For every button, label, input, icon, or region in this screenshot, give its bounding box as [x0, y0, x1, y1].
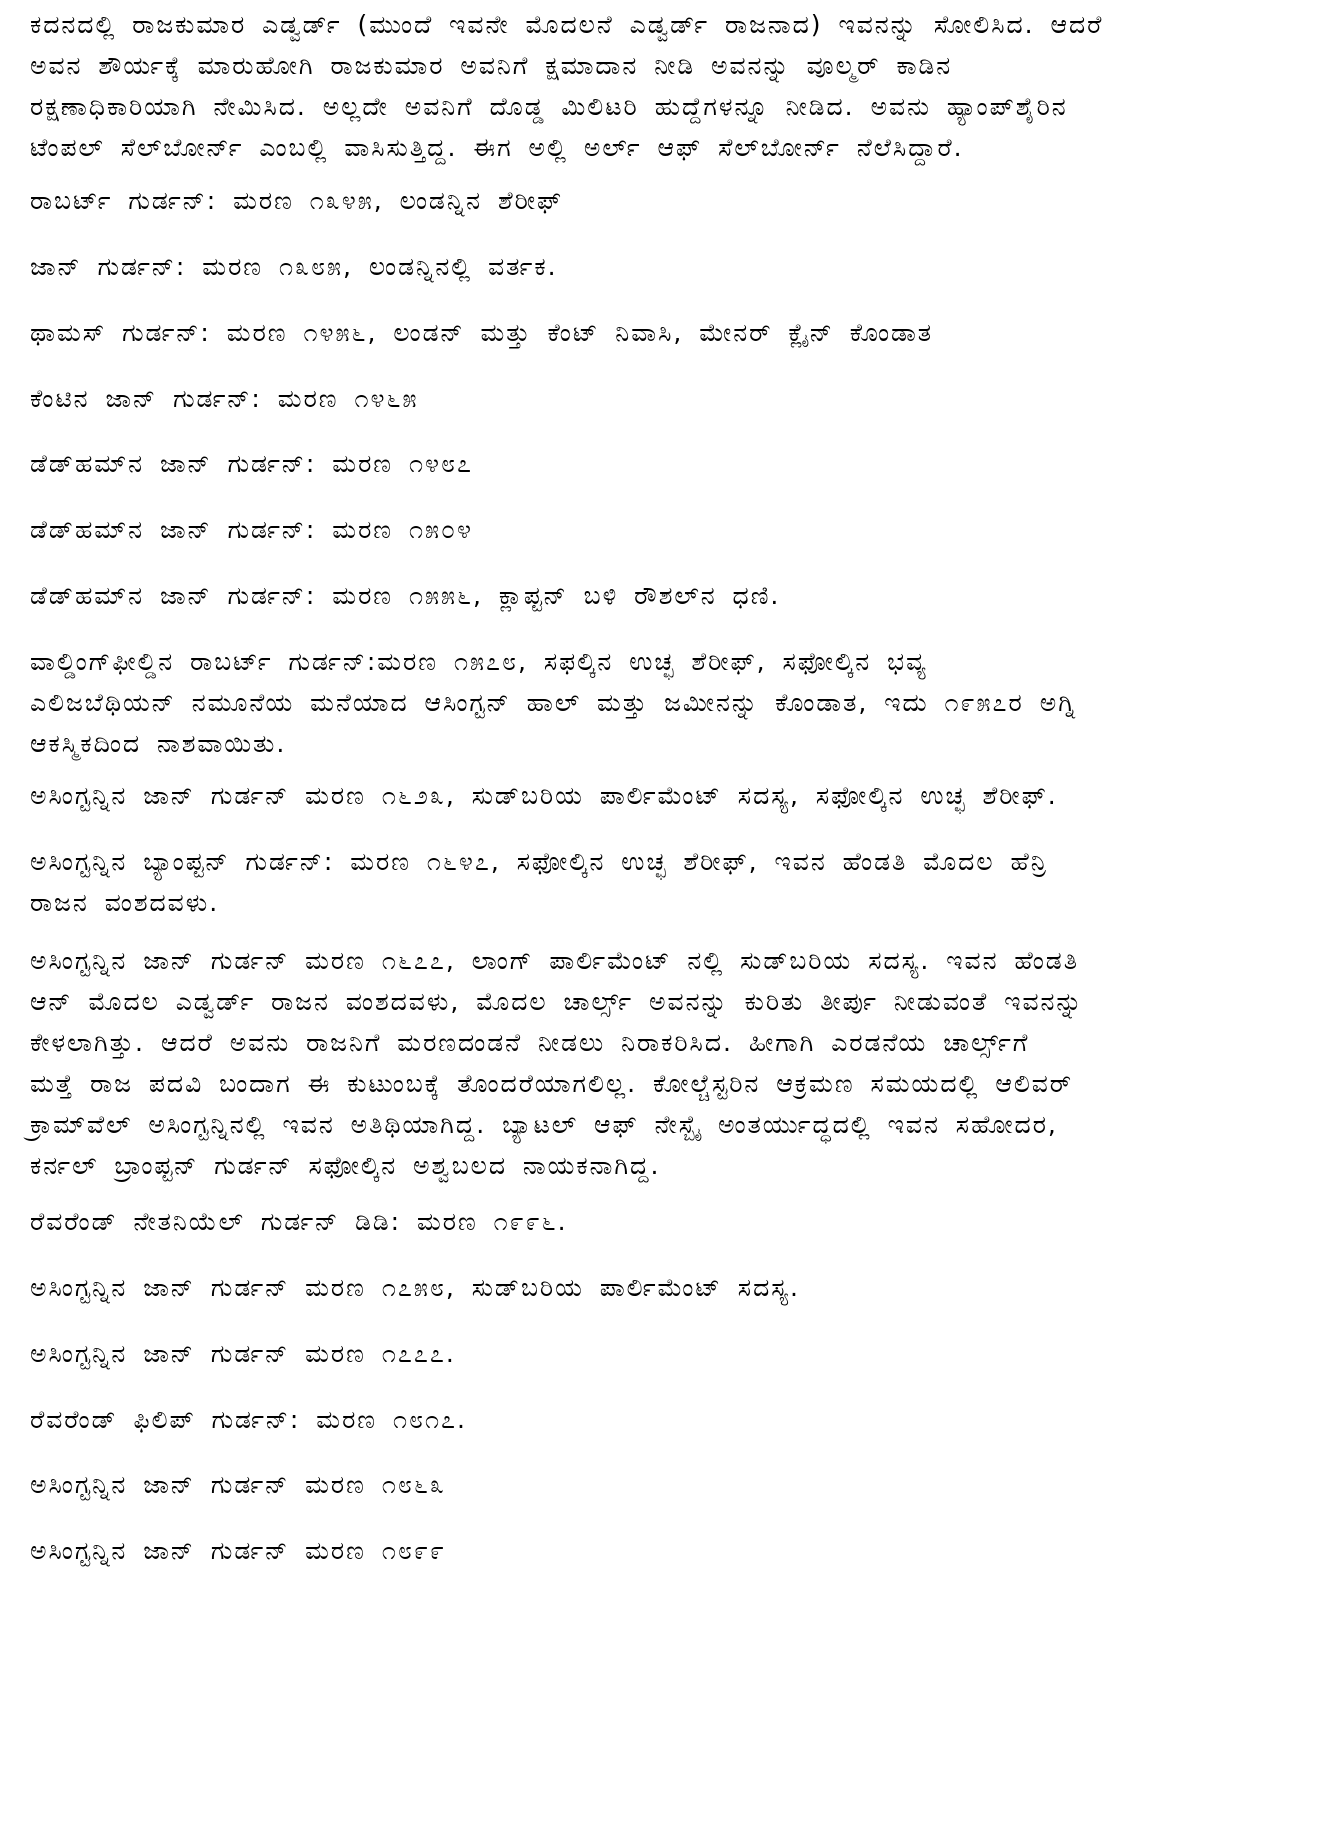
text-line: ರೆವರೆಂಡ್ ಫಿಲಿಪ್ ಗುರ್ಡನ್: ಮರಣ ೧೮೧೭. — [30, 1405, 467, 1434]
text-line: ಥಾಮಸ್ ಗುರ್ಡನ್: ಮರಣ ೧೪೫೬, ಲಂಡನ್ ಮತ್ತು ಕೆಂಟ್ ನಿವಾಸಿ, ಮೇನರ್ ಕ್ಲೈನ್ ಕೊಂಡಾತ — [30, 318, 934, 347]
text-line: ರೆವರೆಂಡ್ ನೇತನಿಯೆಲ್ ಗುರ್ಡನ್ ಡಿಡಿ: ಮರಣ ೧೯೯೬. — [30, 1207, 568, 1236]
paragraph-assington-john-1677 — [30, 940, 1292, 1186]
text-line: ರಕ್ಷಣಾಧಿಕಾರಿಯಾಗಿ ನೇಮಿಸಿದ. ಅಲ್ಲದೇ ಅವನಿಗೆ ದೊಡ್ಡ ಮಿಲಿಟರಿ ಹುದ್ದೆಗಳನ್ನೂ ನೀಡಿದ. ಅವನು ಹ್ಯಾಂಪ್‌ಶೈರಿನ — [30, 92, 1068, 121]
text-line: ವಾಲ್ಡಿಂಗ್‌ಫೀಲ್ಡಿನ ರಾಬರ್ಟ್ ಗುರ್ಡನ್:ಮರಣ ೧೫೭೮, ಸಫಲ್ಕಿನ ಉಚ್ಛ ಶೆರೀಫ್, ಸಫೋಲ್ಕಿನ ಭವ್ಯ — [30, 647, 928, 676]
text-line: ಡೆಡ್‌ಹಮ್‌ನ ಜಾನ್ ಗುರ್ಡನ್: ಮರಣ ೧೫೫೬, ಕ್ಲಾಪ್ಟನ್ ಬಳಿ ರೌಶಲ್‌ನ ಧಣಿ. — [30, 581, 781, 610]
text-line: ಅಸಿಂಗ್ಟನ್ನಿನ ಜಾನ್ ಗುರ್ಡನ್ ಮರಣ ೧೬೭೭, ಲಾಂಗ್ ಪಾರ್ಲಿಮೆಂಟ್ ನಲ್ಲಿ ಸುಡ್‌ಬರಿಯ ಸದಸ್ಯ. ಇವನ ಹೆಂಡತಿ — [30, 946, 1079, 975]
paragraph-dedham-john-1487 — [30, 443, 1292, 484]
paragraph-brampton-1647 — [30, 841, 1292, 923]
text-line: ಜಾನ್ ಗುರ್ಡನ್: ಮರಣ ೧೩೮೫, ಲಂಡನ್ನಿನಲ್ಲಿ ವರ್ತಕ. — [30, 252, 558, 281]
paragraph-kent-john-1465 — [30, 378, 1292, 419]
text-line: ಟೆಂಪಲ್ ಸೆಲ್‌ಬೋರ್ನ್ ಎಂಬಲ್ಲಿ ವಾಸಿಸುತ್ತಿದ್ದ. ಈಗ ಅಲ್ಲಿ ಅರ್ಲ್ ಆಫ್ ಸೆಲ್‌ಬೋರ್ನ್ ನೆಲೆಸಿದ್ದಾರೆ. — [30, 133, 964, 162]
text-line: ಕರ್ನಲ್ ಬ್ರಾಂಪ್ಟನ್ ಗುರ್ಡನ್ ಸಫೋಲ್ಕಿನ ಅಶ್ವಬಲದ ನಾಯಕನಾಗಿದ್ದ. — [30, 1151, 661, 1180]
paragraph-assington-john-1863 — [30, 1464, 1292, 1505]
text-line: ಅವನ ಶೌರ್ಯಕ್ಕೆ ಮಾರುಹೋಗಿ ರಾಜಕುಮಾರ ಅವನಿಗೆ ಕ್ಷಮಾದಾನ ನೀಡಿ ಅವನನ್ನು ವೂಲ್ಮರ್ ಕಾಡಿನ — [30, 51, 953, 80]
text-line: ಅಸಿಂಗ್ಟನ್ನಿನ ಜಾನ್ ಗುರ್ಡನ್ ಮರಣ ೧೭೫೮, ಸುಡ್‌ಬರಿಯ ಪಾರ್ಲಿಮೆಂಟ್ ಸದಸ್ಯ. — [30, 1273, 800, 1302]
text-line: ಡೆಡ್‌ಹಮ್‌ನ ಜಾನ್ ಗುರ್ಡನ್: ಮರಣ ೧೫೦೪ — [30, 515, 473, 544]
text-line: ಕ್ರಾಮ್‌ವೆಲ್ ಅಸಿಂಗ್ಟನ್ನಿನಲ್ಲಿ ಇವನ ಅತಿಥಿಯಾಗಿದ್ದ. ಬ್ಯಾಟಲ್ ಆಫ್ ನೇಸ್ಬೈ ಅಂತರ್ಯುದ್ಧದಲ್ಲಿ ಇವನ ಸಹೋದರ, — [30, 1110, 1058, 1139]
paragraph-nathaniel — [30, 1201, 1292, 1242]
text-line: ಡೆಡ್‌ಹಮ್‌ನ ಜಾನ್ ಗುರ್ಡನ್: ಮರಣ ೧೪೮೭ — [30, 449, 473, 478]
paragraph-assington-john-1777 — [30, 1333, 1292, 1374]
paragraph-dedham-john-1504 — [30, 509, 1292, 550]
text-line: ಆನ್ ಮೊದಲ ಎಡ್ವರ್ಡ್ ರಾಜನ ವಂಶದವಳು, ಮೊದಲ ಚಾರ್ಲ್ಸ್ ಅವನನ್ನು ಕುರಿತು ತೀರ್ಪು ನೀಡುವಂತೆ ಇವನನ್ನು — [30, 987, 1084, 1016]
paragraph-philip-1817 — [30, 1399, 1292, 1440]
paragraph-thomas-1456 — [30, 312, 1292, 353]
text-line: ರಾಜನ ವಂಶದವಳು. — [30, 888, 220, 917]
text-line: ಆಕಸ್ಮಿಕದಿಂದ ನಾಶವಾಯಿತು. — [30, 729, 287, 758]
text-line: ಕೆಂಟಿನ ಜಾನ್ ಗುರ್ಡನ್: ಮರಣ ೧೪೬೫ — [30, 384, 419, 413]
text-line: ಎಲಿಜಬೆಥಿಯನ್ ನಮೂನೆಯ ಮನೆಯಾದ ಆಸಿಂಗ್ಟನ್ ಹಾಲ್ ಮತ್ತು ಜಮೀನನ್ನು ಕೊಂಡಾತ, ಇದು ೧೯೫೭ರ ಅಗ್ನಿ — [30, 688, 1078, 717]
text-line: ಅಸಿಂಗ್ಟನ್ನಿನ ಬ್ಯಾಂಪ್ಟನ್ ಗುರ್ಡನ್: ಮರಣ ೧೬೪೭, ಸಫೋಲ್ಕಿನ ಉಚ್ಛ ಶೆರೀಫ್, ಇವನ ಹೆಂಡತಿ ಮೊದಲ ಹೆನ್ರಿ — [30, 847, 1048, 876]
paragraph-waldingfield-robert — [30, 641, 1292, 764]
paragraph-john-1385 — [30, 246, 1292, 287]
text-line: ಕದನದಲ್ಲಿ ರಾಜಕುಮಾರ ಎಡ್ವರ್ಡ್ (ಮುಂದೆ ಇವನೇ ಮೊದಲನೆ ಎಡ್ವರ್ಡ್ ರಾಜನಾದ) ಇವನನ್ನು ಸೋಲಿಸಿದ. ಆದರೆ — [30, 10, 1104, 39]
text-line: ರಾಬರ್ಟ್ ಗುರ್ಡನ್: ಮರಣ ೧೩೪೫, ಲಂಡನ್ನಿನ ಶೆರೀಫ್ — [30, 186, 564, 215]
paragraph-assington-john-1623 — [30, 775, 1292, 816]
text-line: ಕೇಳಲಾಗಿತ್ತು. ಆದರೆ ಅವನು ರಾಜನಿಗೆ ಮರಣದಂಡನೆ ನೀಡಲು ನಿರಾಕರಿಸಿದ. ಹೀಗಾಗಿ ಎರಡನೆಯ ಚಾರ್ಲ್ಸ್‌ಗೆ — [30, 1028, 1030, 1057]
paragraph-assington-john-1899 — [30, 1530, 1292, 1571]
paragraph-dedham-john-1556 — [30, 575, 1292, 616]
text-line: ಅಸಿಂಗ್ಟನ್ನಿನ ಜಾನ್ ಗುರ್ಡನ್ ಮರಣ ೧೮೬೩ — [30, 1470, 446, 1499]
paragraph-robert-1345 — [30, 180, 1292, 221]
text-line: ಅಸಿಂಗ್ಟನ್ನಿನ ಜಾನ್ ಗುರ್ಡನ್ ಮರಣ ೧೬೨೩, ಸುಡ್‌ಬರಿಯ ಪಾರ್ಲಿಮೆಂಟ್ ಸದಸ್ಯ, ಸಫೋಲ್ಕಿನ ಉಚ್ಛ ಶೆರೀಫ್. — [30, 781, 1058, 810]
text-line: ಅಸಿಂಗ್ಟನ್ನಿನ ಜಾನ್ ಗುರ್ಡನ್ ಮರಣ ೧೭೭೭. — [30, 1339, 456, 1368]
text-line: ಮತ್ತೆ ರಾಜ ಪದವಿ ಬಂದಾಗ ಈ ಕುಟುಂಬಕ್ಕೆ ತೊಂದರೆಯಾಗಲಿಲ್ಲ. ಕೋಲ್ಚೆಸ್ಟರಿನ ಆಕ್ರಮಣ ಸಮಯದಲ್ಲಿ ಆಲಿವರ್ — [30, 1069, 1074, 1098]
text-line: ಅಸಿಂಗ್ಟನ್ನಿನ ಜಾನ್ ಗುರ್ಡನ್ ಮರಣ ೧೮೯೯ — [30, 1536, 446, 1565]
paragraph-intro — [30, 4, 1292, 168]
paragraph-assington-john-1758 — [30, 1267, 1292, 1308]
